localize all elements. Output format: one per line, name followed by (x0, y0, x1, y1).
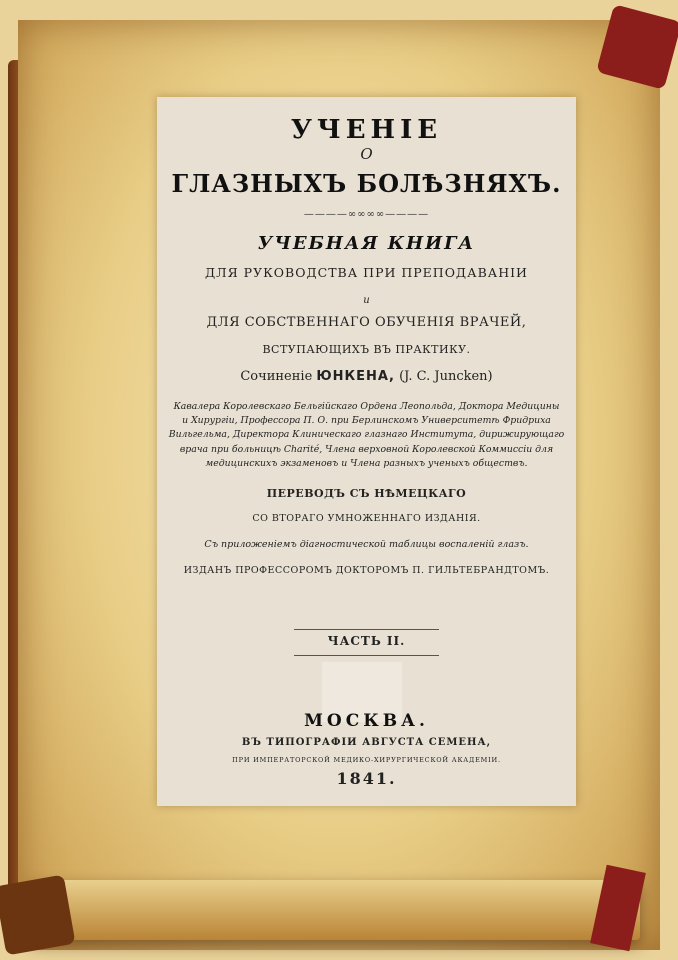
printer: ВЪ ТИПОГРАФІИ АВГУСТА СЕМЕНА, (241, 737, 492, 748)
translation-note: ПЕРЕВОДЪ СЪ НѢМЕЦКАГО (266, 487, 467, 500)
editor-note: ИЗДАНЪ ПРОФЕССОРОМЪ ДОКТОРОМЪ П. ГИЛЬТЕБРАНДТОМЪ. (183, 565, 550, 576)
title-line-3: ГЛАЗНЫХЪ БОЛѢЗНЯХЪ. (171, 169, 562, 198)
scroll-roll-bottom (30, 880, 640, 940)
subtitle-3: и (363, 295, 370, 306)
author-credentials (163, 400, 570, 471)
author-line (157, 369, 576, 384)
author-name: ЮНКЕНА, (316, 369, 395, 384)
part-label: ЧАСТЬ II. (327, 634, 406, 648)
subtitle-4: ДЛЯ СОБСТВЕННАГО ОБУЧЕНІЯ ВРАЧЕЙ, (206, 315, 527, 330)
credential-line: Кавалера Королевскаго Бельгійскаго Ордена Леопольда, Доктора Медицины (173, 401, 560, 412)
author-prefix: Сочиненіе (240, 369, 313, 384)
title-line-2: О (360, 145, 373, 163)
ornament-divider: ————∞∞∞∞———— (303, 209, 430, 220)
author-latin: (J. C. Juncken) (399, 369, 493, 384)
subtitle-1: УЧЕБНАЯ КНИГА (257, 233, 476, 254)
part-rule-top (294, 629, 439, 630)
corner-left-bottom (0, 874, 76, 955)
credential-line: Вильгельма, Директора Клиническаго глазнаго Института, дирижирующаго (168, 429, 565, 441)
academy: ПРИ ИМПЕРАТОРСКОЙ МЕДИКО-ХИРУРГИЧЕСКОЙ АКАДЕМІИ. (232, 756, 501, 764)
city: МОСКВА. (304, 711, 429, 731)
part-rule-bottom (294, 655, 439, 656)
credential-line: и Хирургіи, Профессора П. О. при Берлинскомъ Университетѣ Фридриха (182, 415, 551, 427)
credential-line: медицинскихъ экзаменовъ и Члена разныхъ ученыхъ обществъ. (205, 457, 528, 469)
subtitle-2: ДЛЯ РУКОВОДСТВА ПРИ ПРЕПОДАВАНІИ (205, 265, 528, 280)
subtitle-5: ВСТУПАЮЩИХЪ ВЪ ПРАКТИКУ. (262, 343, 471, 356)
title-page (157, 97, 576, 806)
appendix-note: Съ приложеніемъ діагностической таблицы воспаленій глазъ. (204, 539, 529, 550)
edition-note: СО ВТОРАГО УМНОЖЕННАГО ИЗДАНІЯ. (252, 513, 481, 524)
year: 1841. (336, 769, 397, 788)
title-line-1: УЧЕНІЕ (290, 115, 443, 145)
credential-line: врача при больницѣ Charité, Члена верховной Королевской Коммиссіи для (179, 443, 554, 455)
